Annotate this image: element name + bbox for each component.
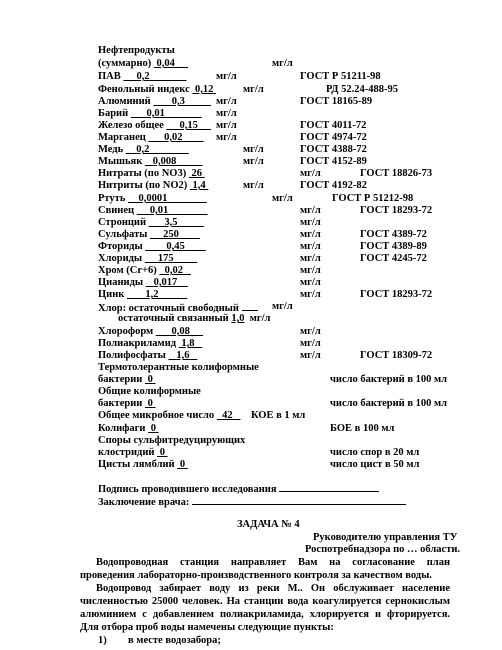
- indicator-unit: мг/л: [300, 229, 321, 240]
- list-item: [0, 634, 502, 647]
- indicator-name: Общие колиформные: [98, 386, 201, 397]
- indicator-name: Хром (Cr+6) 0,02: [98, 264, 191, 277]
- indicator-value: 0,02: [164, 132, 183, 143]
- conclusion-field[interactable]: [192, 494, 406, 505]
- indicator-name: Полифосфаты 1,6: [98, 349, 197, 362]
- indicator-unit: мг/л: [300, 265, 321, 276]
- indicator-value: 1,2: [145, 289, 159, 300]
- indicator-norm: ГОСТ Р 51211-98: [300, 71, 381, 82]
- table-row: [0, 312, 502, 325]
- indicator-name: Алюминий 0,3: [98, 95, 211, 108]
- indicator-value: 0,2: [136, 71, 150, 82]
- indicator-unit: мг/л: [272, 58, 293, 69]
- indicator-name: Ртуть 0,0001: [98, 192, 207, 205]
- indicator-value: 1,4: [192, 180, 206, 191]
- table-row: [0, 458, 502, 471]
- indicator-unit: мг/л: [216, 71, 237, 82]
- signature-label: Подпись проводившего исследования: [98, 484, 277, 495]
- indicator-value: 0: [147, 374, 153, 385]
- indicator-value: 0,08: [171, 326, 190, 337]
- indicator-norm: ГОСТ Р 51212-98: [332, 193, 414, 204]
- indicator-unit: мг/л: [300, 205, 321, 216]
- indicator-name: Марганец 0,02: [98, 131, 204, 144]
- indicator-name: Свинец 0,01: [98, 204, 208, 217]
- indicator-name: бактерии 0: [98, 373, 155, 386]
- indicator-unit: мг/л: [300, 277, 321, 288]
- indicator-norm: ГОСТ 18293-72: [360, 289, 433, 300]
- indicator-unit: мг/л: [243, 180, 264, 191]
- indicator-unit: мг/л: [300, 241, 321, 252]
- indicator-name: Хлориды 175: [98, 252, 197, 265]
- indicator-name: Нитраты (по NO3) 26: [98, 167, 205, 180]
- indicator-value: 0,45: [166, 241, 185, 252]
- indicator-value: 0,008: [152, 156, 177, 167]
- task-paragraph-1: Водопроводная станция направляет Вам на согласование план проведения лабораторно-производственного контроля за качеством воды.: [80, 557, 450, 581]
- indicator-name: (суммарно) 0,04: [98, 57, 188, 70]
- indicator-name: Фенольный индекс 0,12: [98, 83, 216, 96]
- indicator-norm: ГОСТ 18293-72: [360, 205, 433, 216]
- signature-field[interactable]: [279, 481, 379, 492]
- indicator-unit: число спор в 20 мл: [330, 447, 420, 458]
- indicator-unit: мг/л: [216, 96, 237, 107]
- indicator-unit: БОЕ в 100 мл: [330, 423, 395, 434]
- table-row: [0, 57, 502, 70]
- list-item-number: 1): [98, 635, 107, 646]
- indicator-value: 0,017: [153, 277, 178, 288]
- indicator-value: 3,5: [164, 217, 178, 228]
- indicator-value: 0,3: [171, 96, 185, 107]
- indicator-name: бактерии 0: [98, 397, 155, 410]
- indicator-value: 0: [150, 423, 156, 434]
- indicator-unit: мг/л: [216, 108, 237, 119]
- indicator-name: Колифаги 0: [98, 422, 159, 435]
- indicator-value: 42: [222, 410, 233, 421]
- indicator-value: 0,2: [136, 144, 150, 155]
- indicator-norm: ГОСТ 18826-73: [360, 168, 433, 179]
- indicator-name: Цинк 1,2: [98, 288, 187, 301]
- indicator-value: 1,6: [176, 350, 190, 361]
- indicator-name: Сульфаты 250: [98, 228, 200, 241]
- indicator-unit: мг/л: [300, 338, 321, 349]
- conclusion-line: [0, 494, 502, 507]
- table-row: [0, 70, 502, 83]
- indicator-unit: мг/л: [300, 326, 321, 337]
- indicator-value: 0,01: [146, 108, 165, 119]
- indicator-value: 0,02: [164, 265, 183, 276]
- indicator-value: 175: [157, 253, 174, 264]
- indicator-name: Хлороформ 0,08: [98, 325, 203, 338]
- indicator-value: 1,8: [181, 338, 195, 349]
- signature-line: [0, 481, 502, 494]
- task-paragraph-2: Водопровод забирает воду из реки М.. Он обслуживает население численностью 25000 человек. На станции вода коагулируется сернокислым алюминием с добавлением полиакриламида, хлорируется и фторируется. Для отбора проб воды намечены следующие пункты:: [80, 583, 450, 633]
- indicator-unit: мг/л: [300, 350, 321, 361]
- indicator-unit: мг/л: [216, 120, 237, 131]
- indicator-name: Стронций 3,5: [98, 216, 204, 229]
- indicator-value: 1,0: [231, 313, 245, 324]
- indicator-unit: число цист в 50 мл: [330, 459, 420, 470]
- indicator-unit: КОЕ в 1 мл: [250, 410, 306, 421]
- task-title: ЗАДАЧА № 4: [237, 519, 300, 530]
- indicator-norm: ГОСТ 4192-82: [300, 180, 367, 191]
- indicator-name: Цисты лямблий 0: [98, 458, 188, 471]
- addressee-2: Роспотребнадзора по … области.: [305, 544, 461, 555]
- addressee-1: Руководителю управления ТУ: [313, 532, 458, 543]
- indicator-value: 0: [147, 398, 153, 409]
- indicator-unit: мг/л: [300, 289, 321, 300]
- conclusion-label: Заключение врача:: [98, 497, 190, 508]
- indicator-name: Медь 0,2: [98, 143, 189, 156]
- indicator-norm: ГОСТ 4389-72: [360, 229, 427, 240]
- indicator-value: 0,12: [194, 84, 214, 95]
- indicator-value: 0,15: [179, 120, 198, 131]
- indicator-name: Цианиды 0,017: [98, 276, 188, 289]
- list-item-text: в месте водозабора;: [128, 635, 221, 646]
- indicator-value: 0,0001: [138, 193, 168, 204]
- indicator-norm: ГОСТ 4245-72: [360, 253, 427, 264]
- indicator-name: Мышьяк 0,008: [98, 155, 203, 168]
- indicator-unit: мг/л: [216, 132, 237, 143]
- indicator-norm: РД 52.24-488-95: [326, 84, 399, 95]
- indicator-value: 0,01: [149, 205, 169, 216]
- indicator-value: 0,04: [156, 58, 175, 69]
- indicator-norm: ГОСТ 18309-72: [360, 350, 433, 361]
- addressee-line: [0, 543, 502, 556]
- indicator-norm: ГОСТ 4388-72: [300, 144, 367, 155]
- indicator-unit: мг/л: [243, 84, 264, 95]
- indicator-name: Хлор: остаточный свободный: [98, 300, 258, 315]
- indicator-norm: ГОСТ 18165-89: [300, 96, 373, 107]
- indicator-name: Общее микробное число 42 КОЕ в 1 мл: [98, 410, 306, 421]
- indicator-name: Барий 0,01: [98, 107, 202, 120]
- indicator-norm: ГОСТ 4011-72: [300, 120, 367, 131]
- indicator-name: Нефтепродукты: [98, 45, 175, 56]
- indicator-norm: ГОСТ 4152-89: [300, 156, 367, 167]
- table-row: [0, 409, 502, 422]
- indicator-name: ПАВ 0,2: [98, 70, 186, 83]
- indicator-norm: ГОСТ 4974-72: [300, 132, 367, 143]
- indicator-unit: мг/л: [300, 217, 321, 228]
- indicator-value: 0: [159, 447, 165, 458]
- table-row: [0, 44, 502, 57]
- task-title-line: [0, 518, 502, 531]
- indicator-name: клостридий 0: [98, 446, 168, 459]
- indicator-unit: число бактерий в 100 мл: [330, 374, 448, 385]
- indicator-name: Полиакриламид 1,8: [98, 337, 202, 350]
- indicator-unit: мг/л: [249, 313, 271, 324]
- indicator-unit: мг/л: [300, 253, 321, 264]
- table-row: [0, 179, 502, 192]
- indicator-name: Нитриты (по NO2) 1,4: [98, 179, 208, 192]
- indicator-unit: мг/л: [272, 193, 293, 204]
- indicator-name: Споры сульфитредуцирующих: [98, 435, 246, 446]
- indicator-name: Термотолерантные колиформные: [98, 362, 259, 373]
- indicator-value: 26: [191, 168, 202, 179]
- indicator-name: Железо общее 0,15: [98, 119, 211, 132]
- indicator-unit: мг/л: [272, 301, 293, 312]
- indicator-unit: мг/л: [300, 168, 321, 179]
- indicator-unit: число бактерий в 100 мл: [330, 398, 448, 409]
- indicator-value: 250: [163, 229, 179, 240]
- indicator-unit: мг/л: [243, 144, 264, 155]
- indicator-name: Фториды 0,45: [98, 240, 206, 253]
- indicator-value: 0: [179, 459, 186, 470]
- indicator-unit: мг/л: [243, 156, 264, 167]
- indicator-name: остаточный связанный 1,0 мг/л: [118, 313, 271, 324]
- indicator-norm: ГОСТ 4389-89: [360, 241, 427, 252]
